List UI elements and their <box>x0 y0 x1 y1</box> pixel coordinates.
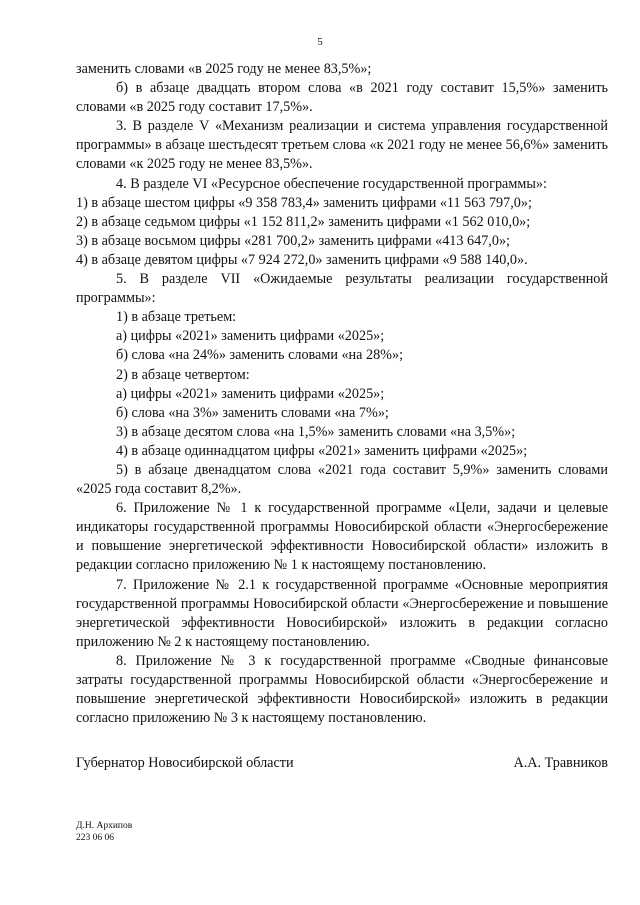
paragraph-continuation: заменить словами «в 2025 году не менее 83,5%»; <box>76 61 372 77</box>
paragraph-item-6: 6. Приложение № 1 к государственной программе «Цели, задачи и целевые индикаторы государственной программы Новосибирской области «Энергосбережение и повышение энергетической эффективности Новосибирской области» изложить в редакции согласно приложению № 1 к настоящему постановлению. <box>76 500 608 574</box>
executor-name: Д.Н. Архипов <box>76 821 133 831</box>
list-item: 1) в абзаце третьем: <box>116 309 237 326</box>
list-item: 3) в абзаце восьмом цифры «281 700,2» заменить цифрами «413 647,0»; <box>76 232 510 249</box>
footer-executor <box>76 820 132 844</box>
page-number: 5 <box>317 36 323 48</box>
document-body <box>76 60 608 728</box>
paragraph: б) в абзаце двадцать втором слова «в 2021 году составит 15,5%» заменить словами «в 2025 году составит 17,5%». <box>76 80 608 116</box>
signatory-name: А.А. Травников <box>513 755 608 771</box>
paragraph-section-7: 5. В разделе VII «Ожидаемые результаты реализации государственной программы»: <box>76 271 608 307</box>
paragraph-section-6: 4. В разделе VI «Ресурсное обеспечение государственной программы»: <box>116 175 547 192</box>
list-item: а) цифры «2021» заменить цифрами «2025»; <box>116 328 385 345</box>
executor-phone: 223 06 06 <box>76 833 114 843</box>
paragraph-item-7: 7. Приложение № 2.1 к государственной программе «Основные мероприятия государственной программы Новосибирской области «Энергосбережение и повышение энергетической эффективности Новосибирской» изложить в редакции согласно приложению № 2 к настоящему постановлению. <box>76 576 608 650</box>
list-item: а) цифры «2021» заменить цифрами «2025»; <box>116 385 385 402</box>
list-item: б) слова «на 24%» заменить словами «на 28%»; <box>116 347 404 364</box>
list-item: 1) в абзаце шестом цифры «9 358 783,4» заменить цифрами «11 563 797,0»; <box>76 194 532 211</box>
list-item: б) слова «на 3%» заменить словами «на 7%»; <box>116 404 389 421</box>
list-item: 3) в абзаце десятом слова «на 1,5%» заменить словами «на 3,5%»; <box>116 423 516 440</box>
paragraph-section-5: 3. В разделе V «Механизм реализации и система управления государственной программы» в абзаце шестьдесят третьем слова «к 2021 году не менее 56,6%» заменить словами «к 2025 году не менее 83,5%». <box>76 118 608 173</box>
list-item: 4) в абзаце девятом цифры «7 924 272,0» заменить цифрами «9 588 140,0». <box>76 251 528 268</box>
signatory-position: Губернатор Новосибирской области <box>76 755 294 771</box>
paragraph-item-8: 8. Приложение № 3 к государственной программе «Сводные финансовые затраты государственной программы Новосибирской области «Энергосбережение и повышение энергетической эффективности Новосибирской» изложить в редакции согласно приложению № 3 к настоящему постановлению. <box>76 652 608 727</box>
list-item: 2) в абзаце седьмом цифры «1 152 811,2» заменить цифрами «1 562 010,0»; <box>76 213 531 230</box>
list-item: 5) в абзаце двенадцатом слова «2021 года составит 5,9%» заменить словами «2025 года составит 8,2%». <box>76 461 608 498</box>
list-item: 2) в абзаце четвертом: <box>116 366 250 383</box>
list-item: 4) в абзаце одиннадцатом цифры «2021» заменить цифрами «2025»; <box>116 442 528 459</box>
